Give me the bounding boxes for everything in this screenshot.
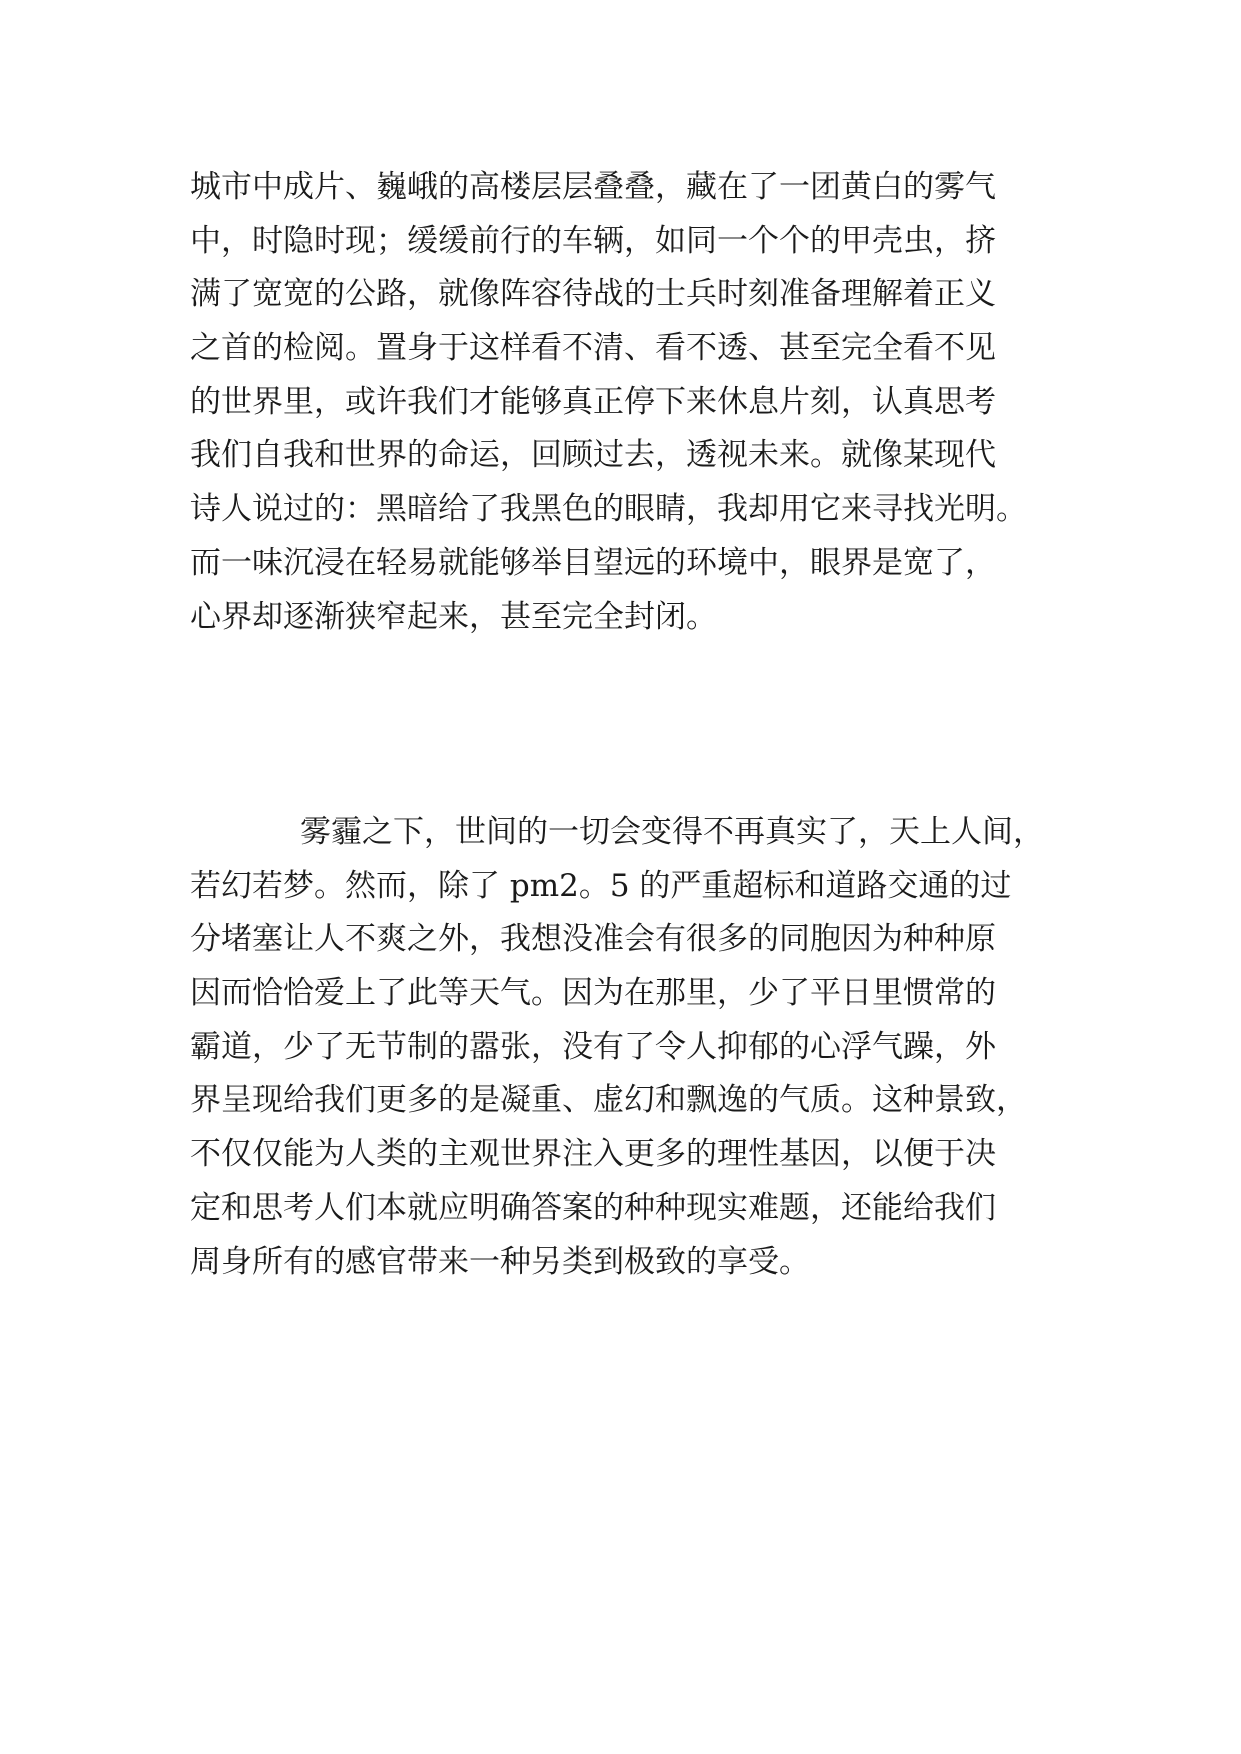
paragraph-line: 心界却逐渐狭窄起来，甚至完全封闭。	[190, 598, 717, 635]
paragraph-1	[190, 161, 1070, 644]
paragraph-line: 中，时隐时现；缓缓前行的车辆，如同一个个的甲壳虫，挤	[190, 222, 996, 259]
paragraph-2	[190, 806, 1070, 1289]
paragraph-line: 诗人说过的：黑暗给了我黑色的眼睛，我却用它来寻找光明。	[190, 491, 1027, 528]
paragraph-line: 雾霾之下，世间的一切会变得不再真实了，天上人间，	[300, 814, 1044, 850]
paragraph-line: 霸道，少了无节制的嚣张，没有了令人抑郁的心浮气躁，外	[190, 1028, 996, 1065]
paragraph-line: 周身所有的感官带来一种另类到极致的享受。	[190, 1243, 810, 1280]
paragraph-line: 满了宽宽的公路，就像阵容待战的士兵时刻准备理解着正义	[190, 276, 996, 313]
paragraph-line: 而一味沉浸在轻易就能够举目望远的环境中，眼界是宽了，	[190, 544, 996, 581]
paragraph-line: 城市中成片、巍峨的高楼层层叠叠，藏在了一团黄白的雾气	[190, 169, 996, 205]
paragraph-line: 分堵塞让人不爽之外，我想没准会有很多的同胞因为种种原	[190, 921, 996, 958]
paragraph-line: 界呈现给我们更多的是凝重、虚幻和飘逸的气质。这种景致，	[190, 1082, 1027, 1119]
paragraph-line: 之首的检阅。置身于这样看不清、看不透、甚至完全看不见	[190, 330, 996, 367]
paragraph-line: 我们自我和世界的命运，回顾过去，透视未来。就像某现代	[190, 437, 996, 474]
paragraph-line: 定和思考人们本就应明确答案的种种现实难题，还能给我们	[190, 1189, 996, 1226]
paragraph-line: 因而恰恰爱上了此等天气。因为在那里，少了平日里惯常的	[190, 975, 996, 1012]
paragraph-line: 不仅仅能为人类的主观世界注入更多的理性基因，以便于决	[190, 1136, 996, 1173]
paragraph-line: 的世界里，或许我们才能够真正停下来休息片刻，认真思考	[190, 383, 996, 420]
paragraph-line: 若幻若梦。然而，除了 pm2。5 的严重超标和道路交通的过	[190, 867, 1012, 904]
